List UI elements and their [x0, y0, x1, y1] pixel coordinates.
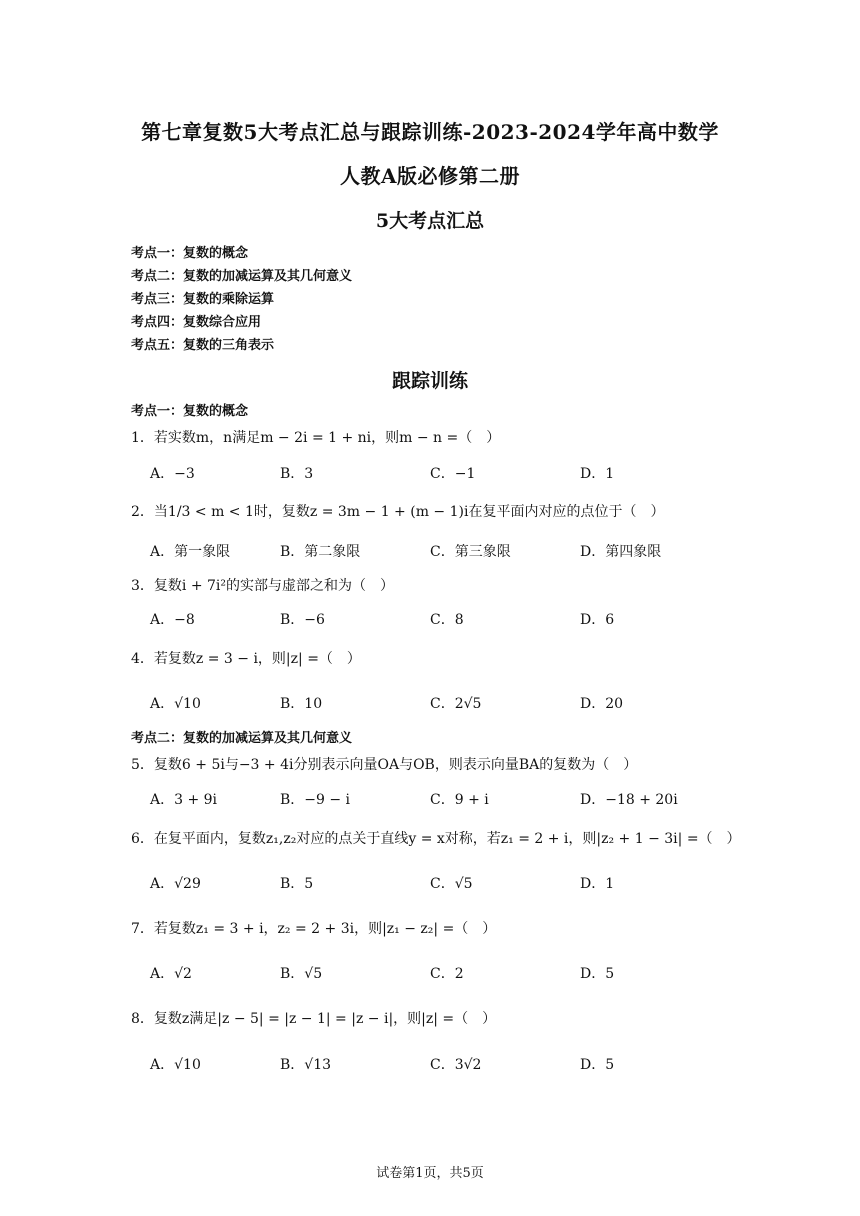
q4-option-d: D．20 [580, 696, 624, 712]
document-title-line2: 人教A版必修第二册 [339, 164, 521, 188]
q1-option-a: A．−3 [150, 466, 195, 482]
question-2: 2．当1/3 < m < 1时，复数z = 3m − 1 + (m − 1)i在复平面内对应的点位于（ ） [131, 504, 665, 520]
question-4: 4．若复数z = 3 − i，则|z| =（ ） [131, 651, 361, 667]
q2-option-d: D．第四象限 [580, 544, 662, 560]
q1-option-b: B．3 [280, 466, 314, 482]
toc-item-4: 考点四：复数综合应用 [131, 315, 262, 330]
q2-option-b: B．第二象限 [280, 544, 361, 560]
q6-option-a: A．√29 [150, 876, 201, 892]
toc-item-1: 考点一：复数的概念 [131, 246, 249, 261]
q3-option-b: B．−6 [280, 612, 325, 628]
section-heading-1: 考点一：复数的概念 [131, 404, 249, 419]
q7-option-b: B．√5 [280, 966, 323, 982]
question-6: 6．在复平面内，复数z₁,z₂对应的点关于直线y = x对称，若z₁ = 2 + i，则|z₂ + 1 − 3i| =（ ） [131, 831, 741, 847]
q3-option-c: C．8 [430, 612, 464, 628]
q8-option-c: C．3√2 [430, 1057, 482, 1073]
q1-option-c: C．−1 [430, 466, 476, 482]
toc-item-2: 考点二：复数的加减运算及其几何意义 [131, 269, 353, 284]
q4-option-a: A．√10 [150, 696, 201, 712]
q5-option-c: C．9 + i [430, 792, 489, 808]
q2-option-a: A．第一象限 [150, 544, 231, 560]
q5-option-d: D．−18 + 20i [580, 792, 678, 808]
q8-option-a: A．√10 [150, 1057, 201, 1073]
toc-item-3: 考点三：复数的乘除运算 [131, 292, 275, 307]
q7-option-c: C．2 [430, 966, 464, 982]
toc-item-5: 考点五：复数的三角表示 [131, 338, 275, 353]
question-7: 7．若复数z₁ = 3 + i，z₂ = 2 + 3i，则|z₁ − z₂| =（ ） [131, 921, 497, 937]
q6-option-b: B．5 [280, 876, 314, 892]
heading-points-summary: 5大考点汇总 [375, 210, 485, 232]
heading-training: 跟踪训练 [391, 370, 468, 392]
q6-option-c: C．√5 [430, 876, 473, 892]
q6-option-d: D．1 [580, 876, 615, 892]
page-footer: 试卷第1页，共5页 [376, 1166, 484, 1181]
question-8: 8．复数z满足|z − 5| = |z − 1| = |z − i|，则|z| =（ ） [131, 1011, 497, 1027]
q8-option-d: D．5 [580, 1057, 615, 1073]
q3-option-d: D．6 [580, 612, 615, 628]
question-5: 5．复数6 + 5i与−3 + 4i分别表示向量OA与OB，则表示向量BA的复数为（ ） [131, 757, 638, 773]
q7-option-a: A．√2 [150, 966, 192, 982]
q4-option-b: B．10 [280, 696, 323, 712]
q5-option-b: B．−9 − i [280, 792, 351, 808]
q7-option-d: D．5 [580, 966, 615, 982]
document-title-line1: 第七章复数5大考点汇总与跟踪训练-2023-2024学年高中数学 [141, 120, 719, 144]
q4-option-c: C．2√5 [430, 696, 482, 712]
q5-option-a: A．3 + 9i [150, 792, 218, 808]
q2-option-c: C．第三象限 [430, 544, 511, 560]
q8-option-b: B．√13 [280, 1057, 332, 1073]
section-heading-2: 考点二：复数的加减运算及其几何意义 [131, 731, 353, 746]
q1-option-d: D．1 [580, 466, 615, 482]
question-3: 3．复数i + 7i²的实部与虚部之和为（ ） [131, 578, 395, 594]
question-1: 1．若实数m，n满足m − 2i = 1 + ni，则m − n =（ ） [131, 430, 501, 446]
q3-option-a: A．−8 [150, 612, 195, 628]
